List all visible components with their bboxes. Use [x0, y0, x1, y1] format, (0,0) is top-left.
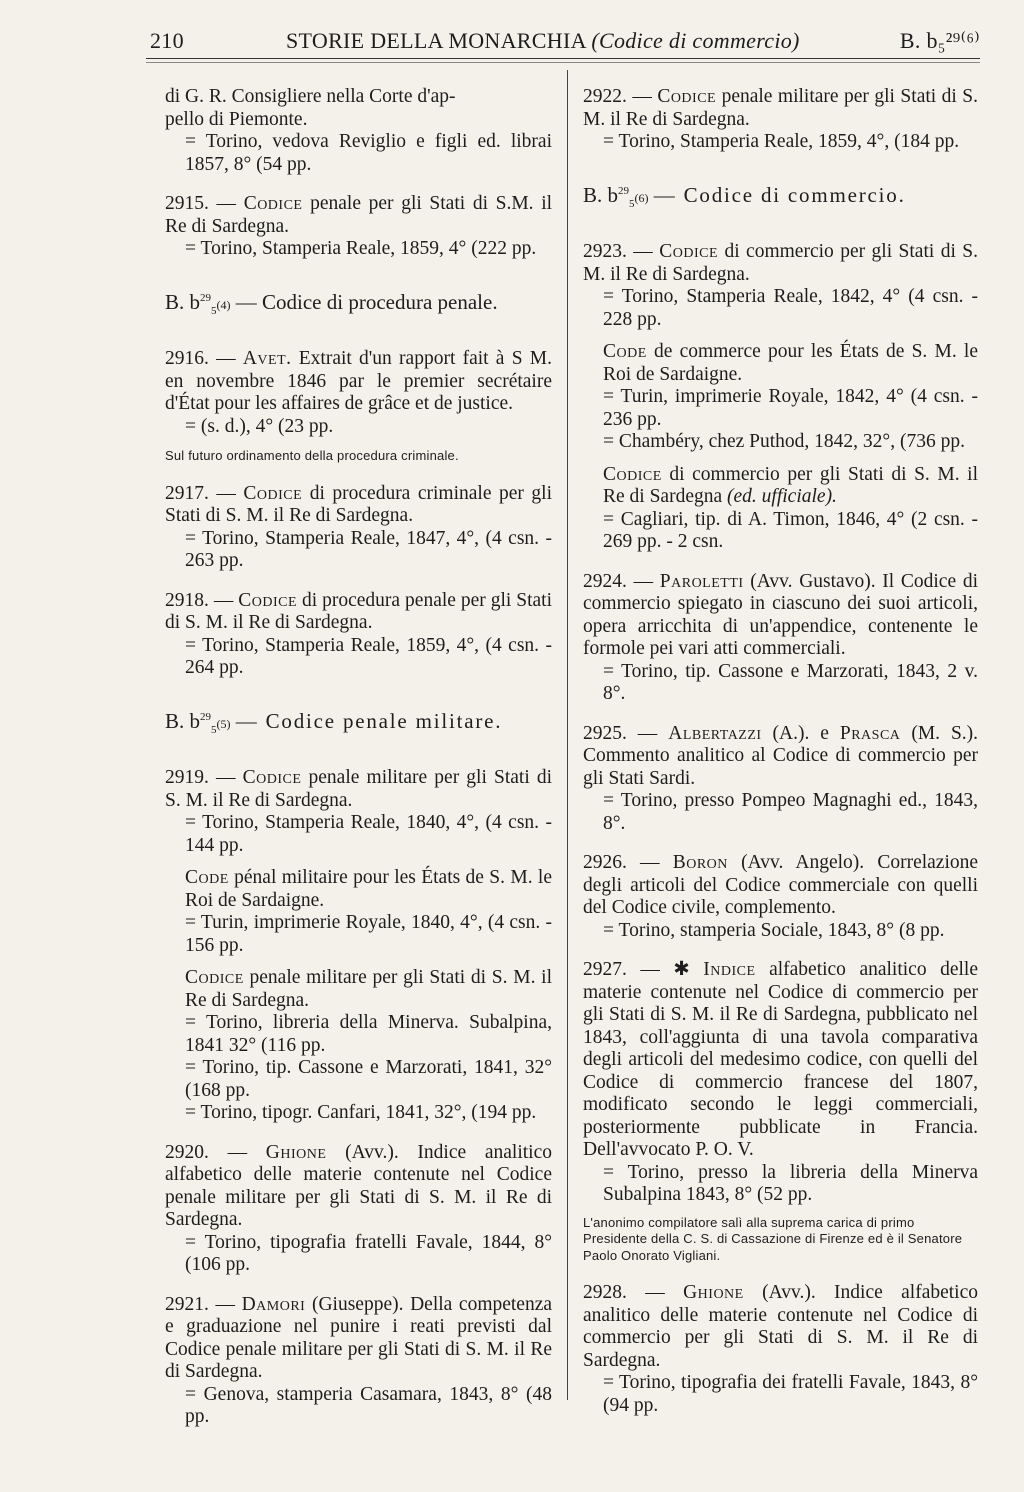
entry-imprint: = Torino, vedova Reviglio e figli ed. librai 1857, 8° (54 pp. [185, 131, 552, 175]
entry-imprint: = Torino, presso Pompeo Magnaghi ed., 1843, 8°. [603, 790, 978, 834]
entry-2916 [165, 348, 552, 438]
running-title-main: STORIE DELLA MONARCHIA [286, 28, 586, 53]
entry-keyword: Codice [243, 193, 303, 214]
entry-number: 2926. — [583, 852, 660, 874]
entry-edition: (ed. ufficiale). [727, 486, 837, 508]
entry-keyword: Prasca [839, 722, 901, 744]
entry-keyword: Codice [243, 482, 303, 504]
entry-2918 [165, 590, 552, 680]
entry-2922 [583, 86, 978, 154]
entry-text: (Avv. Gustavo). Il Codice di commercio spiegato in ciascuno dei suoi articoli, opera arricchita di un'appendice, contenente le formole pei vari atti commerciali. [583, 570, 978, 660]
entry-keyword: Codice [657, 86, 717, 107]
entry-number: 2918. — [165, 589, 234, 611]
section-paren: (6) [634, 190, 649, 205]
entry-number: 2923. — [583, 241, 653, 263]
entry-imprint: = Turin, imprimerie Royale, 1842, 4° (4 csn. - 236 pp. [603, 386, 978, 430]
entry-2920 [165, 1142, 552, 1277]
entry-imprint: = Torino, tipografia dei fratelli Favale, 1843, 8° (94 pp. [603, 1372, 978, 1416]
entry-keyword: Ghione [265, 1141, 327, 1163]
entry-2924 [583, 571, 978, 706]
entry-imprint: = Torino, tip. Cassone e Marzorati, 1843, 2 v. 8°. [603, 660, 978, 705]
header-classmark: B. b₅²⁹⁽⁶⁾ [899, 28, 980, 53]
entry-number: 2927. — ✱ [583, 959, 690, 981]
entry-number: 2928. — [583, 1282, 665, 1304]
running-title-sub: (Codice di commercio) [591, 28, 800, 53]
section-title: — Codice penale militare. [235, 708, 503, 733]
entry-subrecord [165, 967, 552, 1012]
entry-2923 [583, 241, 978, 554]
entry-text: di procedura penale per gli Stati di S. M. il Re di Sardegna. [165, 589, 553, 634]
entry-text: (M. S.). Commento analitico al Codice di commercio per gli Stati Sardi. [583, 722, 979, 789]
entry-subrecord [583, 464, 978, 509]
entry-2919 [165, 767, 552, 1125]
entry-number: 2920. — [165, 1141, 248, 1163]
section-heading-penale-militare [165, 706, 552, 742]
section-label: B. b [583, 182, 619, 207]
entry-imprint: = Torino, tip. Cassone e Marzorati, 1841, 32° (168 pp. [185, 1057, 552, 1101]
entry-keyword: Albertazzi [668, 722, 762, 744]
entry-text: (A.). e [772, 722, 829, 744]
running-title [286, 28, 800, 54]
entry-subrecord [165, 867, 552, 912]
entry-number: 2921. — [165, 1293, 235, 1315]
entry-keyword: Boron [672, 852, 728, 874]
entry-text: (Avv.). Indice alfabetico analitico delle materie contenute nel Codice di commercio per gli Stati di S. M. il Re di Sardegna. [583, 1282, 979, 1371]
entry-imprint: = Torino, Stamperia Reale, 1859, 4°, (184 pp. [603, 131, 960, 152]
entry-text-line: pello di Piemonte. [165, 108, 308, 130]
entry-imprint: = Genova, stamperia Casamara, 1843, 8° (48 pp. [185, 1383, 552, 1428]
entry-2927 [583, 959, 978, 1207]
entry-continuation [165, 86, 552, 176]
header-rule [146, 58, 980, 59]
entry-imprint: = Torino, tipografia fratelli Favale, 1844, 8° (106 pp. [185, 1231, 552, 1276]
entry-note: L'anonimo compilatore salì alla suprema carica di primo Presidente della C. S. di Cassazione di Firenze ed è il Senatore Paolo Onorato Vigliani. [583, 1214, 963, 1263]
section-sup: 29 [618, 184, 630, 197]
entry-text: di commercio per gli Stati di S. M. il Re di Sardegna [603, 463, 978, 508]
section-heading-commercio [583, 180, 978, 216]
entry-text: di procedura criminale per gli Stati di S. M. il Re di Sardegna. [165, 482, 552, 527]
entry-keyword: Codice [185, 967, 244, 989]
section-sup: 29 [200, 291, 212, 304]
left-column [165, 86, 552, 1446]
entry-number: 2915. — [165, 193, 237, 214]
entry-2917 [165, 483, 552, 573]
entry-imprint: = Torino, libreria della Minerva. Subalpina, 1841 32° (116 pp. [185, 1012, 552, 1056]
entry-text: Extrait d'un rapport fait à S M. en novembre 1846 par le premier secrétaire d'État pour les affaires de grâce et de justice. [165, 348, 552, 415]
entry-keyword: Codice [603, 463, 662, 485]
section-title: — Codice di commercio. [653, 182, 906, 207]
entry-number: 2925. — [583, 722, 658, 744]
entry-number: 2924. — [583, 570, 654, 592]
section-label: B. b [165, 708, 201, 733]
entry-2926 [583, 852, 978, 942]
entry-text: alfabetico analitico delle materie contenute nel Codice di commercio per gli Stati di S. M. il Re di Sardegna, pubblicato nel 1843, coll'aggiunta di una tavola comparativa degli articoli del medesimo codice, con quelli del Codice di commercio francese del 1807, modificato secondo le leggi commerciali, posteriormente pubblicate in Francia. Dell'avvocato P. O. V. [583, 959, 978, 1161]
entry-imprint: = Torino, Stamperia Reale, 1840, 4°, (4 csn. - 144 pp. [185, 812, 552, 856]
entry-text: penale militare per gli Stati di S. M. il Re di Sardegna. [185, 967, 553, 1011]
entry-keyword: Code [603, 341, 647, 363]
page-number: 210 [150, 28, 184, 53]
entry-keyword: Codice [238, 589, 298, 611]
entry-imprint: = (s. d.), 4° (23 pp. [185, 415, 334, 437]
entry-text: penale militare per gli Stati di S. M. il Re di Sardegna. [583, 86, 979, 130]
entry-number: 2917. — [165, 482, 236, 504]
entry-keyword: Damori [241, 1293, 306, 1315]
entry-imprint: = Torino, tipogr. Canfari, 1841, 32°, (194 pp. [185, 1102, 537, 1124]
section-sup: 29 [200, 710, 212, 723]
section-sub: 5 [629, 197, 635, 210]
entry-keyword: Avet. [242, 348, 292, 370]
section-sub: 5 [211, 723, 217, 736]
section-title: — Codice di procedura penale. [235, 289, 498, 314]
entry-2928 [583, 1282, 978, 1417]
entry-subrecord [583, 341, 978, 386]
section-sub: 5 [211, 304, 217, 317]
right-column [583, 86, 978, 1434]
entry-number: 2919. — [165, 767, 236, 789]
entry-imprint: = Turin, imprimerie Royale, 1840, 4°, (4 csn. - 156 pp. [185, 912, 552, 956]
entry-text: penale per gli Stati di S.M. il Re di Sardegna. [165, 193, 553, 237]
entry-imprint: = Torino, presso la libreria della Minerva Subalpina 1843, 8° (52 pp. [603, 1161, 978, 1206]
entry-keyword: Indice [703, 959, 756, 981]
entry-note: Sul futuro ordinamento della procedura criminale. [165, 448, 459, 464]
entry-keyword: Codice [659, 241, 719, 263]
entry-keyword: Paroletti [659, 570, 744, 592]
entry-imprint: = Cagliari, tip. di A. Timon, 1846, 4° (2 csn. - 269 pp. - 2 csn. [603, 508, 978, 553]
entry-text: di commercio per gli Stati di S. M. il Re di Sardegna. [583, 241, 979, 285]
entry-text: (Giuseppe). Della competenza e graduazione nel punire i reati previsti dal Codice penale militare per gli Stati di S. M. il Re di Sardegna. [165, 1293, 553, 1383]
entry-number: 2922. — [583, 86, 652, 107]
entry-text: pénal militaire pour les États de S. M. le Roi de Sardaigne. [185, 867, 552, 911]
entry-imprint: = Chambéry, chez Puthod, 1842, 32°, (736 pp. [603, 431, 965, 453]
column-divider [567, 70, 568, 1400]
entry-keyword: Code [185, 867, 229, 889]
entry-imprint: = Torino, Stamperia Reale, 1859, 4° (222 pp. [185, 238, 537, 259]
entry-text: penale militare per gli Stati di S. M. il Re di Sardegna. [165, 767, 553, 811]
entry-keyword: Ghione [683, 1282, 744, 1304]
header-rule-thin [146, 62, 980, 63]
running-header [150, 26, 980, 60]
section-heading-procedura-penale [165, 287, 552, 323]
entry-text: (Avv. Angelo). Correlazione degli articoli del Codice commerciale con quelli del Codice civile, complemento. [583, 852, 979, 919]
entry-text: de commerce pour les États de S. M. le Roi de Sardaigne. [603, 341, 978, 385]
entry-text-line: di G. R. Consigliere nella Corte d'ap- [165, 86, 456, 107]
section-paren: (5) [216, 716, 231, 731]
section-paren: (4) [216, 297, 231, 312]
entry-text: (Avv.). Indice analitico alfabetico delle materie contenute nel Codice penale militare per gli Stati di S. M. il Re di Sardegna. [165, 1141, 552, 1231]
entry-2925 [583, 723, 978, 836]
entry-imprint: = Torino, Stamperia Reale, 1859, 4°, (4 csn. - 264 pp. [185, 634, 552, 679]
section-label: B. b [165, 289, 201, 314]
entry-2915 [165, 193, 552, 261]
entry-keyword: Codice [242, 767, 302, 789]
entry-2921 [165, 1294, 552, 1429]
entry-imprint: = Torino, Stamperia Reale, 1842, 4° (4 csn. - 228 pp. [603, 286, 978, 330]
entry-number: 2916. — [165, 348, 236, 370]
entry-imprint: = Torino, Stamperia Reale, 1847, 4°, (4 csn. - 263 pp. [185, 527, 552, 572]
entry-imprint: = Torino, stamperia Sociale, 1843, 8° (8 pp. [603, 919, 945, 941]
